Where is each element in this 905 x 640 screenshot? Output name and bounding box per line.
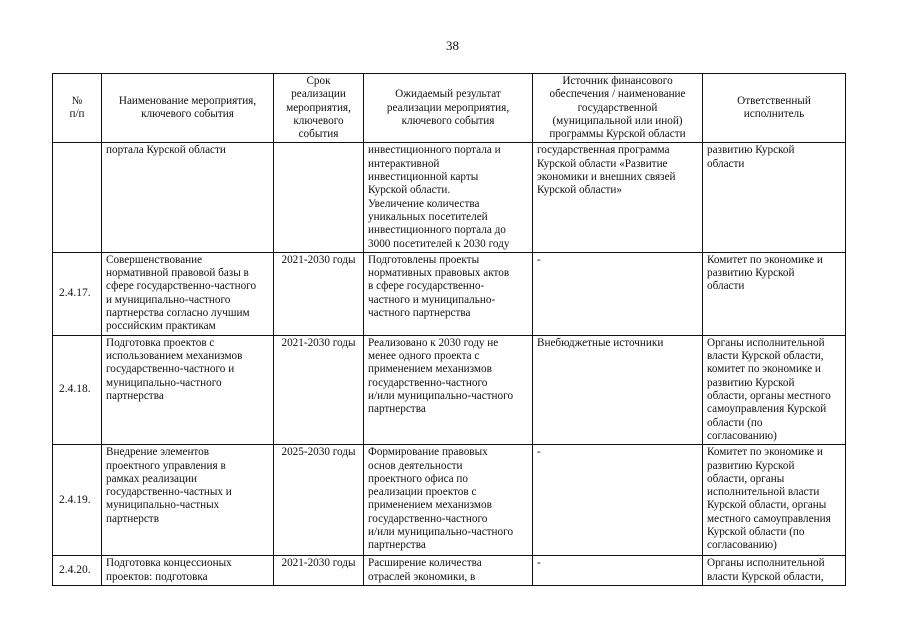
header-name: Наименование мероприятия, ключевого события: [102, 74, 274, 143]
row-result: инвестиционного портала и интерактивной инвестиционной карты Курской области. Увеличение количества уникальных посетителей инвестиционного портала до 3000 посетителей к 2030 году: [364, 143, 533, 252]
row-source: -: [533, 252, 703, 335]
row-name: Совершенствование нормативной правовой базы в сфере государственно-частного и муниципально-частного партнерства согласно лучшим российским практикам: [102, 252, 274, 335]
row-num: 2.4.20.: [53, 556, 102, 586]
row-source: -: [533, 556, 703, 586]
row-name: Подготовка проектов с использованием механизмов государственно-частного и муниципально-частного партнерства: [102, 335, 274, 444]
header-term: Срок реализации мероприятия, ключевого события: [274, 74, 364, 143]
row-responsible: Комитет по экономике и развитию Курской области, органы исполнительной власти Курской области, органы местного самоуправления Курской области (по согласованию): [703, 445, 846, 556]
table-row: [53, 252, 846, 335]
row-term: 2021-2030 годы: [274, 556, 364, 586]
row-num: 2.4.17.: [53, 252, 102, 335]
table-header-row: [53, 74, 846, 143]
row-num: 2.4.19.: [53, 445, 102, 556]
header-responsible: Ответственный исполнитель: [703, 74, 846, 143]
row-term: 2021-2030 годы: [274, 335, 364, 444]
row-source: -: [533, 445, 703, 556]
row-name: портала Курской области: [102, 143, 274, 252]
page-number: 38: [446, 38, 459, 53]
header-num: № п/п: [53, 74, 102, 143]
row-term: [274, 143, 364, 252]
header-result: Ожидаемый результат реализации мероприятия, ключевого события: [364, 74, 533, 143]
table-row: [53, 335, 846, 444]
row-num: [53, 143, 102, 252]
row-result: Подготовлены проекты нормативных правовых актов в сфере государственно- частного и муниципально- частного партнерства: [364, 252, 533, 335]
table-row: [53, 556, 846, 586]
row-responsible: Органы исполнительной власти Курской области, комитет по экономике и развитию Курской области, органы местного самоуправления Курской области (по согласованию): [703, 335, 846, 444]
events-table: [52, 73, 846, 586]
row-num: 2.4.18.: [53, 335, 102, 444]
row-result: Расширение количества отраслей экономики, в: [364, 556, 533, 586]
row-source: государственная программа Курской области «Развитие экономики и внешних связей Курской области»: [533, 143, 703, 252]
row-result: Формирование правовых основ деятельности проектного офиса по реализации проектов с применением механизмов государственно-частного и/или муниципально-частного партнерства: [364, 445, 533, 556]
row-name: Подготовка концессионых проектов: подготовка: [102, 556, 274, 586]
row-name: Внедрение элементов проектного управления в рамках реализации государственно-частных и муниципально-частных партнерств: [102, 445, 274, 556]
row-term: 2021-2030 годы: [274, 252, 364, 335]
row-result: Реализовано к 2030 году не менее одного проекта с применением механизмов государственно-частного и/или муниципально-частного партнерства: [364, 335, 533, 444]
row-source: Внебюджетные источники: [533, 335, 703, 444]
header-source: Источник финансового обеспечения / наименование государственной (муниципальной или иной) программы Курской области: [533, 74, 703, 143]
row-responsible: Органы исполнительной власти Курской области,: [703, 556, 846, 586]
row-responsible: развитию Курской области: [703, 143, 846, 252]
table-row: [53, 143, 846, 252]
table-row: [53, 445, 846, 556]
row-term: 2025-2030 годы: [274, 445, 364, 556]
row-responsible: Комитет по экономике и развитию Курской области: [703, 252, 846, 335]
